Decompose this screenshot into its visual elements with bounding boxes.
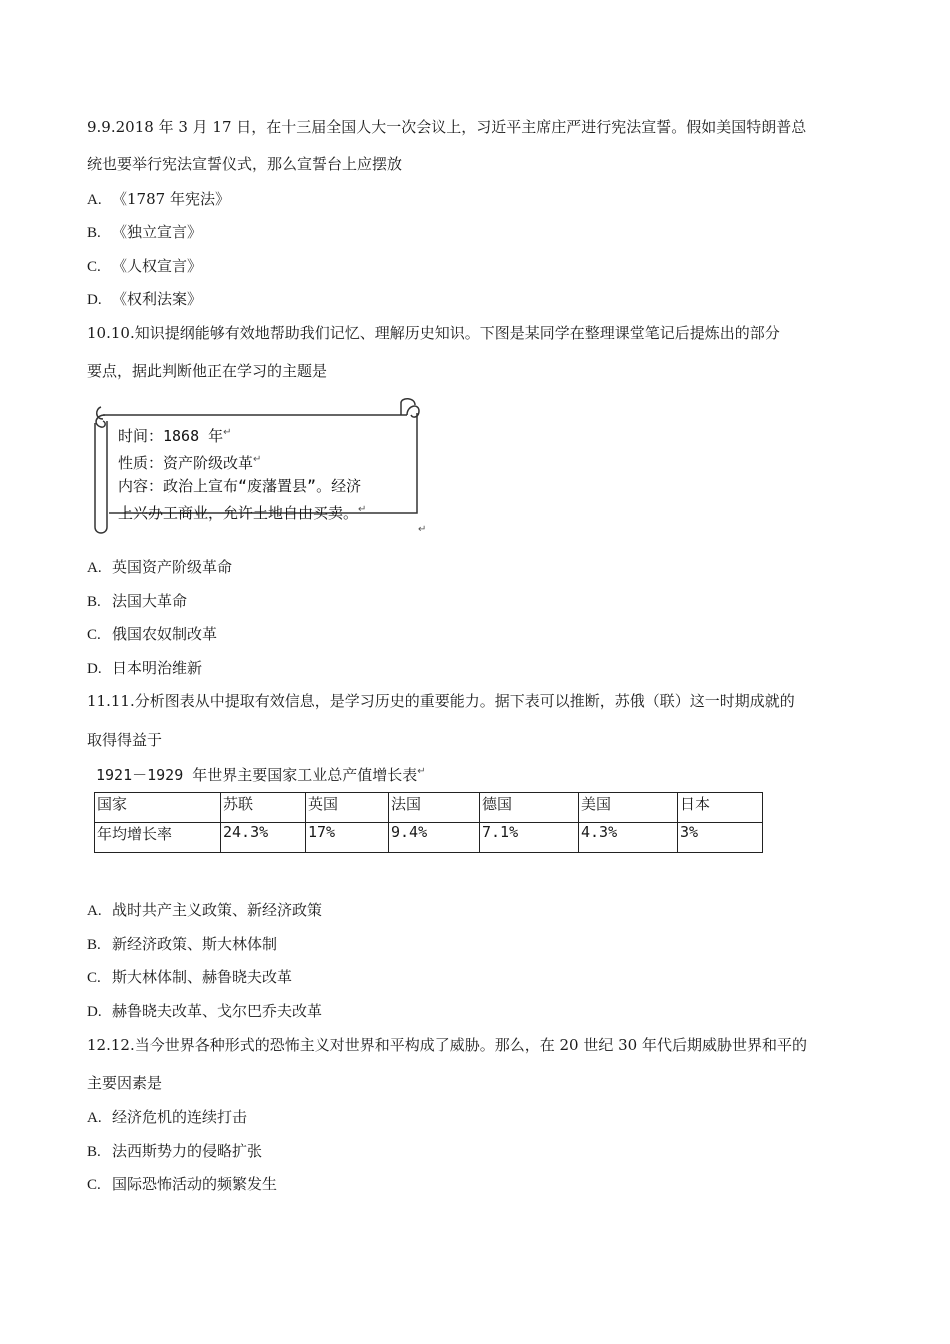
q10-scroll-note [89, 395, 425, 537]
table-row [95, 823, 763, 853]
q9-option-d: D. 《权利法案》 [87, 290, 203, 308]
q11-growth-table [94, 792, 763, 853]
table-cell: 3% [678, 823, 763, 853]
q9-stem-line1: 9.9.2018 年 3 月 17 日，在十三届全国人大一次会议上，习近平主席庄严进行宪法宣誓。假如美国特朗普总 [87, 118, 807, 136]
q10-option-c: C. 俄国农奴制改革 [87, 625, 218, 643]
table-header-row [95, 793, 763, 823]
q12-stem-line1: 12.12.当今世界各种形式的恐怖主义对世界和平构成了威胁。那么，在 20 世纪 30 年代后期威胁世界和平的 [87, 1036, 807, 1054]
table-cell: 国家 [95, 793, 221, 823]
q9-option-a: A. 《1787 年宪法》 [87, 190, 230, 208]
q12-option-b: B. 法西斯势力的侵略扩张 [87, 1142, 263, 1160]
table-cell: 24.3% [221, 823, 306, 853]
q11-option-a: A. 战时共产主义政策、新经济政策 [87, 901, 323, 919]
q10-stem-line2: 要点，据此判断他正在学习的主题是 [87, 362, 328, 380]
q11-option-b: B. 新经济政策、斯大林体制 [87, 935, 278, 953]
table-cell: 英国 [306, 793, 389, 823]
q9-option-b: B. 《独立宣言》 [87, 223, 203, 241]
q11-option-d: D. 赫鲁晓夫改革、戈尔巴乔夫改革 [87, 1002, 323, 1020]
table-cell: 9.4% [389, 823, 480, 853]
q11-option-c: C. 斯大林体制、赫鲁晓夫改革 [87, 968, 293, 986]
scroll-return-mark: ↵ [418, 524, 427, 535]
q10-option-b: B. 法国大革命 [87, 592, 188, 610]
q12-option-a: A. 经济危机的连续打击 [87, 1108, 248, 1126]
q10-option-a: A. 英国资产阶级革命 [87, 558, 233, 576]
table-cell: 年均增长率 [95, 823, 221, 853]
table-cell: 7.1% [480, 823, 579, 853]
scroll-line-content1: 内容：政治上宣布“废藩置县”。经济 [118, 477, 362, 495]
scroll-line-time: 时间：1868 年↵ [118, 427, 232, 445]
q11-stem-line1: 11.11.分析图表从中提取有效信息，是学习历史的重要能力。据下表可以推断，苏俄（联）这一时期成就的 [87, 692, 795, 710]
table-cell: 苏联 [221, 793, 306, 823]
scroll-line-nature: 性质：资产阶级改革↵ [118, 454, 262, 472]
q12-stem-line2: 主要因素是 [87, 1074, 163, 1092]
table-cell: 日本 [678, 793, 763, 823]
table-cell: 4.3% [579, 823, 678, 853]
q10-option-d: D. 日本明治维新 [87, 659, 203, 677]
q11-stem-line2: 取得得益于 [87, 731, 163, 749]
table-cell: 法国 [389, 793, 480, 823]
table-cell: 17% [306, 823, 389, 853]
q12-option-c: C. 国际恐怖活动的频繁发生 [87, 1175, 278, 1193]
table-cell: 美国 [579, 793, 678, 823]
table-cell: 德国 [480, 793, 579, 823]
scroll-line-content2: 上兴办工商业，允许土地自由买卖。↵ [118, 504, 367, 522]
q9-stem-line2: 统也要举行宪法宣誓仪式，那么宣誓台上应摆放 [87, 155, 403, 173]
q10-stem-line1: 10.10.知识提纲能够有效地帮助我们记忆、理解历史知识。下图是某同学在整理课堂笔记后提炼出的部分 [87, 324, 780, 342]
q9-option-c: C. 《人权宣言》 [87, 257, 203, 275]
q11-table-title: 1921－1929 年世界主要国家工业总产值增长表↵ [96, 766, 426, 784]
